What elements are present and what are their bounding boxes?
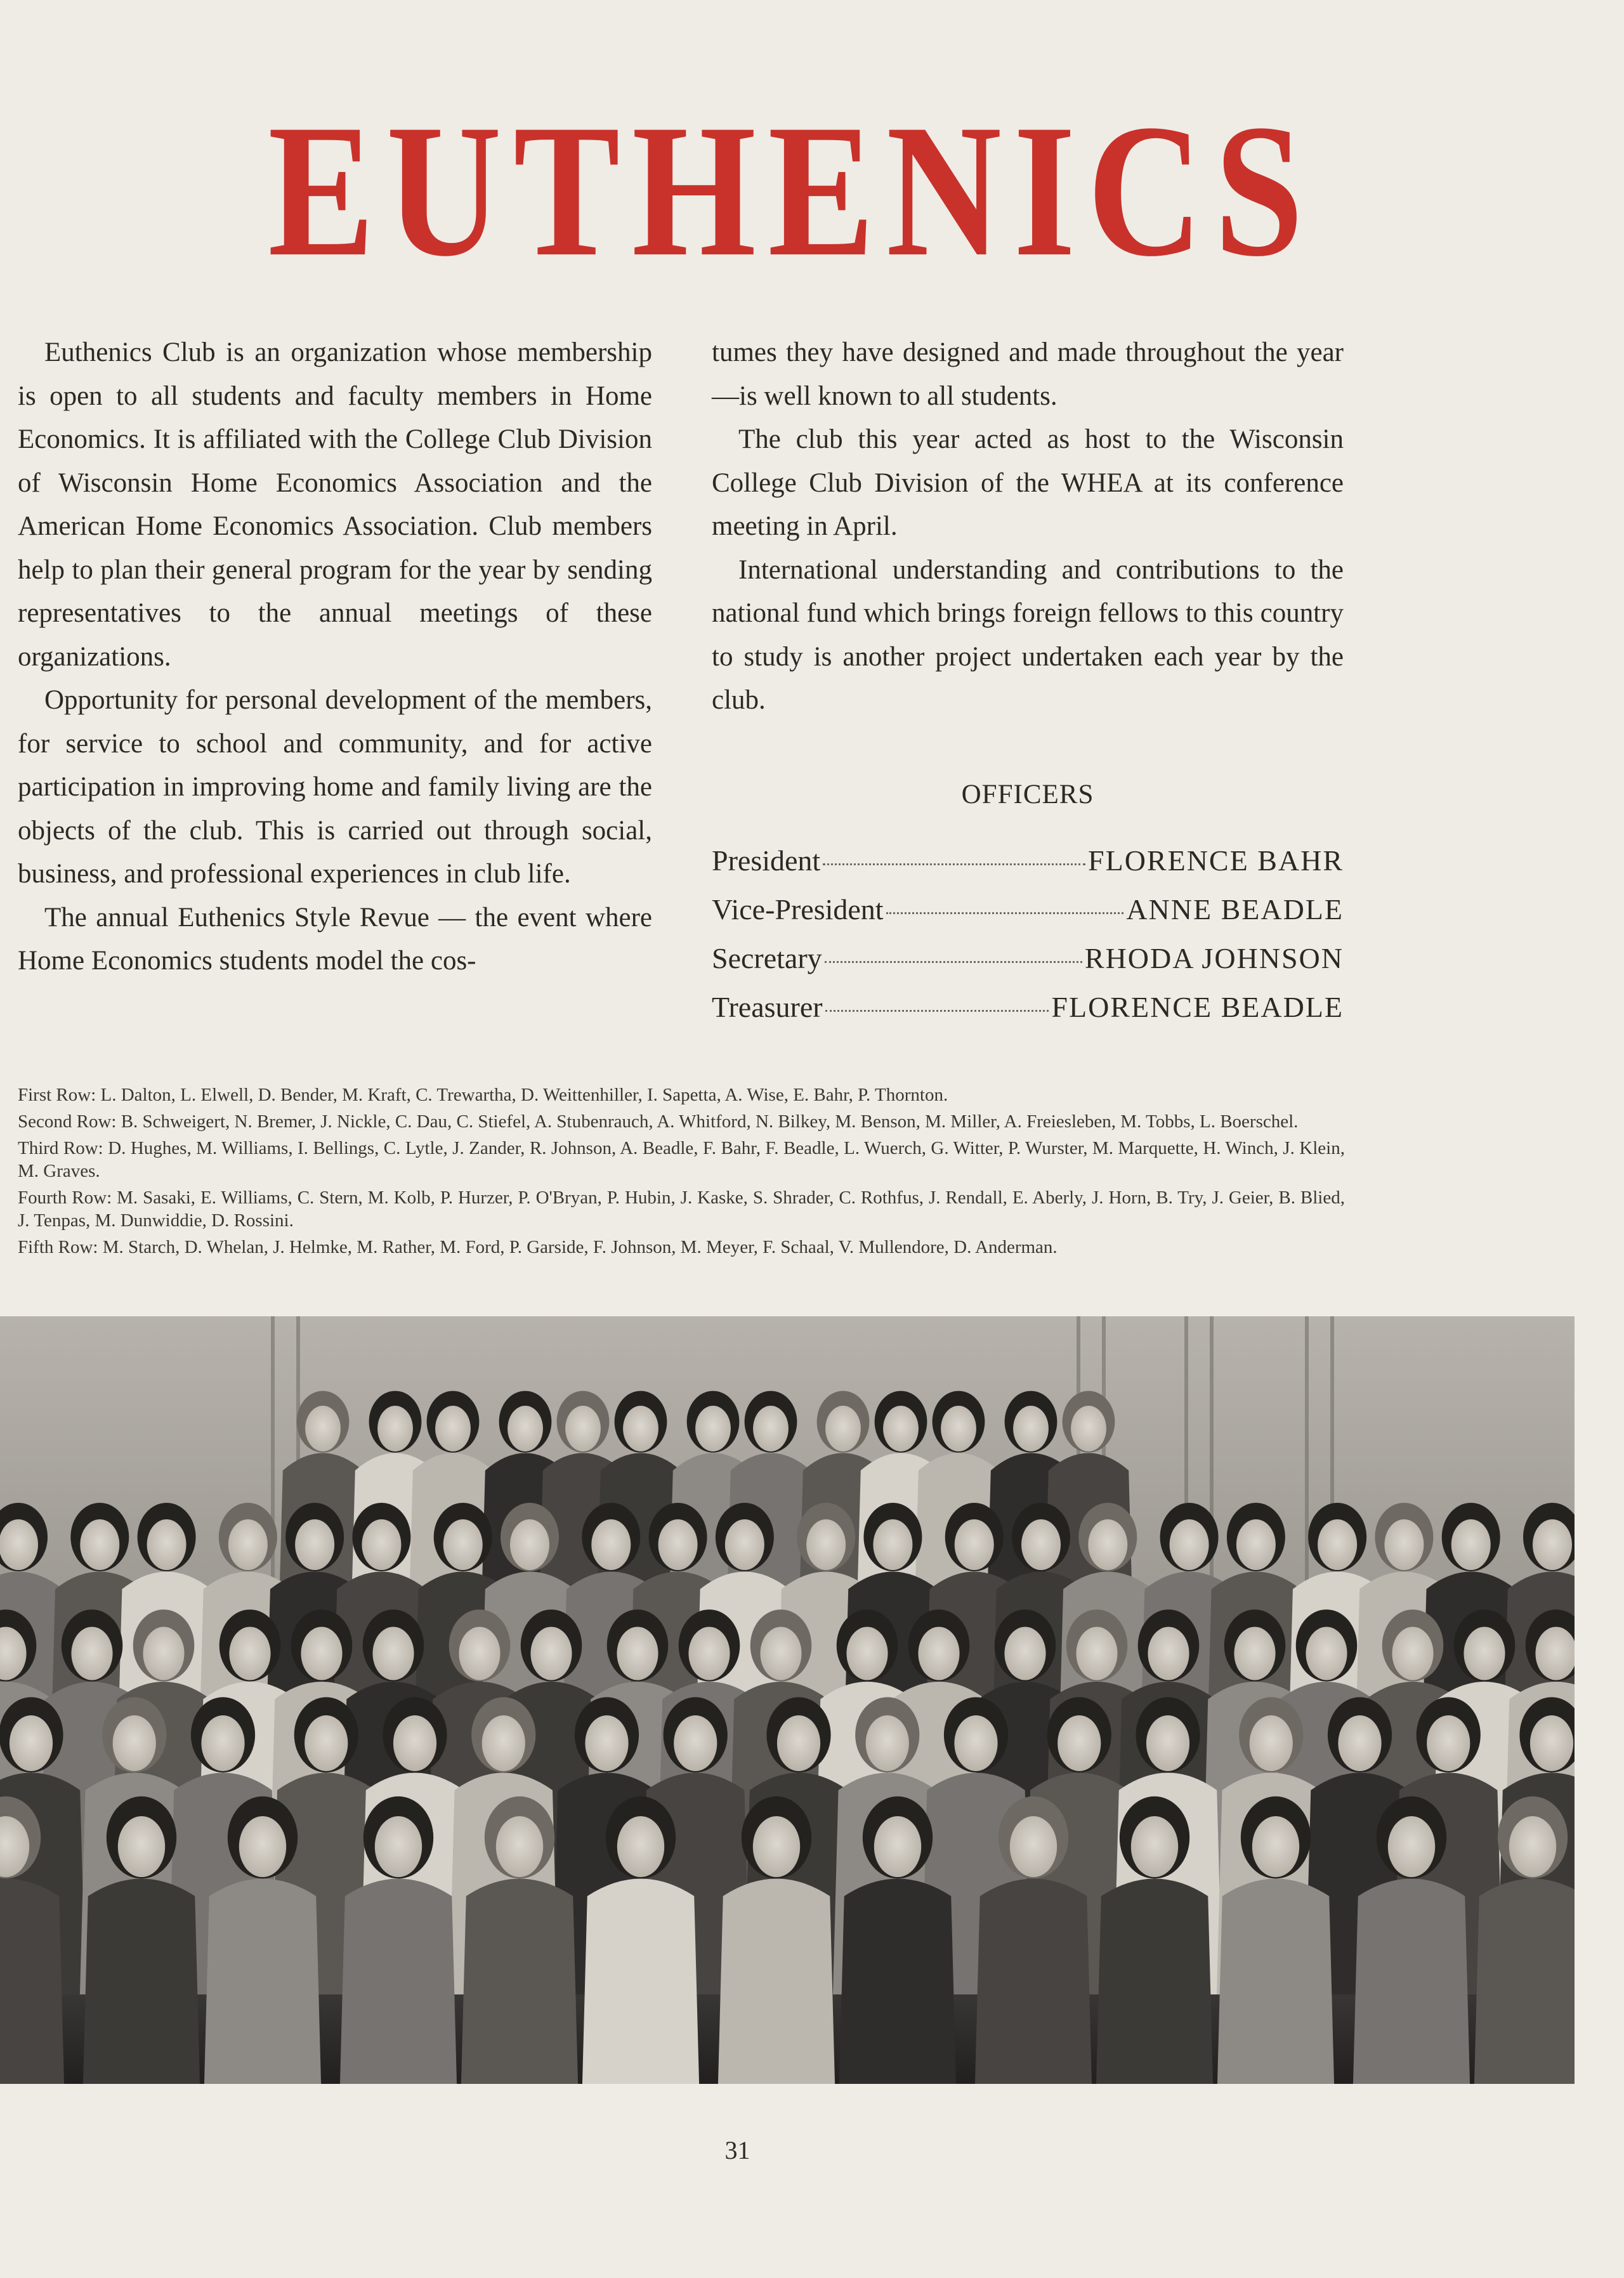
leader-dots bbox=[825, 1010, 1049, 1012]
leader-dots bbox=[825, 961, 1082, 963]
officer-row bbox=[712, 941, 1344, 986]
officer-role: President bbox=[712, 844, 821, 877]
paragraph: Euthenics Club is an organization whose membership is open to all students and faculty members in Home Economics. It is affiliated with the College Club Division of Wisconsin Home Economics Association and the American Home Economics Association. Club members help to plan their general program for the year by sending representatives to the annual meetings of these organizations. bbox=[18, 337, 652, 672]
page-number: 31 bbox=[724, 2136, 750, 2164]
officer-role: Treasurer bbox=[712, 991, 823, 1023]
paragraph: Opportunity for personal development of the members, for service to school and community, and for active participation in improving home and family living are the objects of the club. This is carried out through social, business, and professional experiences in club life. bbox=[18, 685, 652, 889]
left-text-column bbox=[18, 331, 652, 983]
page-title: EUTHENICS bbox=[268, 85, 1316, 296]
officers-heading: OFFICERS bbox=[961, 780, 1094, 809]
right-text-column bbox=[712, 331, 1344, 723]
group-photo bbox=[0, 1316, 1575, 2084]
paragraph: tumes they have designed and made throughout the year—is well known to all students. bbox=[712, 337, 1344, 411]
group-photo-image bbox=[0, 1316, 1575, 2084]
caption-row: Fifth Row: M. Starch, D. Whelan, J. Helmke, M. Rather, M. Ford, P. Garside, F. Johnson, M. Meyer, F. Schaal, V. Mullendore, D. Anderman. bbox=[18, 1237, 1058, 1257]
caption-row: Second Row: B. Schweigert, N. Bremer, J. Nickle, C. Dau, C. Stiefel, A. Stubenrauch, A. Whitford, N. Bilkey, M. Benson, M. Miller, A. Freiesleben, M. Tobbs, L. Boerschel. bbox=[18, 1111, 1299, 1132]
paragraph: International understanding and contributions to the national fund which brings foreign fellows to this country to study is another project undertaken each year by the club. bbox=[712, 554, 1344, 715]
caption-row: Fourth Row: M. Sasaki, E. Williams, C. Stern, M. Kolb, P. Hurzer, P. O'Bryan, P. Hubin, J. Kaske, S. Shrader, C. Rothfus, J. Rendall, E. Aberly, J. Horn, B. Try, J. Geier, B. Blied, J. Tenpas, M. Dunwiddie, D. Rossini. bbox=[18, 1188, 1345, 1231]
photo-caption bbox=[18, 1083, 1345, 1262]
leader-dots bbox=[886, 912, 1124, 914]
officer-name: FLORENCE BAHR bbox=[1088, 844, 1344, 877]
officer-row bbox=[712, 990, 1344, 1035]
leader-dots bbox=[823, 863, 1085, 865]
caption-row: First Row: L. Dalton, L. Elwell, D. Bender, M. Kraft, C. Trewartha, D. Weittenhiller, I. Sapetta, A. Wise, E. Bahr, P. Thornton. bbox=[18, 1085, 948, 1105]
officer-row bbox=[712, 893, 1344, 937]
paragraph: The annual Euthenics Style Revue — the event where Home Economics students model the cos- bbox=[18, 902, 652, 976]
officer-name: ANNE BEADLE bbox=[1126, 893, 1344, 926]
officer-name: FLORENCE BEADLE bbox=[1051, 991, 1344, 1023]
officer-row bbox=[712, 844, 1344, 888]
paragraph: The club this year acted as host to the Wisconsin College Club Division of the WHEA at its conference meeting in April. bbox=[712, 424, 1344, 541]
officer-name: RHODA JOHNSON bbox=[1084, 942, 1344, 974]
officer-role: Secretary bbox=[712, 942, 822, 974]
caption-row: Third Row: D. Hughes, M. Williams, I. Bellings, C. Lytle, J. Zander, R. Johnson, A. Beadle, F. Bahr, F. Beadle, L. Wuerch, G. Witter, P. Wurster, M. Marquette, H. Winch, J. Klein, M. Graves. bbox=[18, 1138, 1345, 1181]
officer-role: Vice-President bbox=[712, 893, 884, 926]
